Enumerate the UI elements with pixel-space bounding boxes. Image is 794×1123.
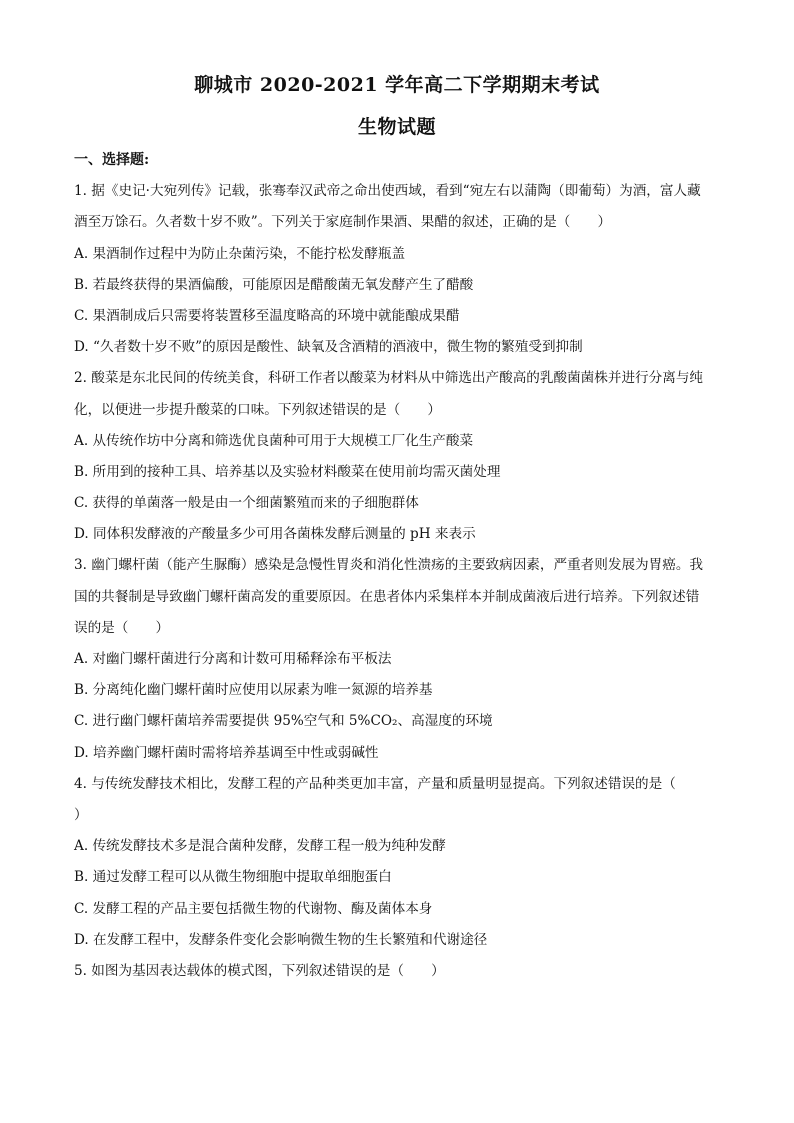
text-line: D. 培养幽门螺杆菌时需将培养基调至中性或弱碱性 (74, 745, 379, 761)
text-line: D. 同体积发酵液的产酸量多少可用各菌株发酵后测量的 pH 来表示 (74, 526, 476, 542)
text-line: A. 果酒制作过程中为防止杂菌污染，不能拧松发酵瓶盖 (74, 246, 406, 262)
exam-subtitle: 生物试题 (357, 116, 436, 138)
text-line: 国的共餐制是导致幽门螺杆菌高发的重要原因。在患者体内采集样本并制成菌液后进行培养。下列叙述错 (74, 589, 700, 605)
exam-title: 聊城市 2020-2021 学年高二下学期期末考试 (194, 74, 600, 96)
text-line: ） (74, 807, 88, 823)
text-line: 酒至万馀石。久者数十岁不败”。下列关于家庭制作果酒、果醋的叙述，正确的是（ ） (74, 214, 612, 230)
text-line: B. 所用到的接种工具、培养基以及实验材料酸菜在使用前均需灭菌处理 (74, 464, 501, 480)
text-line: C. 进行幽门螺杆菌培养需要提供 95%空气和 5%CO₂、高湿度的环境 (74, 713, 493, 729)
text-line: C. 果酒制成后只需要将装置移至温度略高的环境中就能酿成果醋 (74, 308, 460, 324)
text-line: A. 从传统作坊中分离和筛选优良菌种可用于大规模工厂化生产酸菜 (74, 433, 474, 449)
text-line: B. 通过发酵工程可以从微生物细胞中提取单细胞蛋白 (74, 869, 392, 885)
text-line: D. “久者数十岁不败”的原因是酸性、缺氧及含酒精的酒液中，微生物的繁殖受到抑制 (74, 339, 583, 355)
text-line: A. 对幽门螺杆菌进行分离和计数可用稀释涂布平板法 (74, 651, 392, 667)
text-line: B. 若最终获得的果酒偏酸，可能原因是醋酸菌无氧发酵产生了醋酸 (74, 277, 474, 293)
text-line: A. 传统发酵技术多是混合菌种发酵，发酵工程一般为纯种发酵 (74, 838, 446, 854)
text-line: 3. 幽门螺杆菌（能产生脲酶）感染是急慢性胃炎和消化性溃疡的主要致病因素，严重者则发展为胃癌。我 (74, 557, 704, 573)
text-line: 5. 如图为基因表达载体的模式图，下列叙述错误的是（ ） (74, 963, 445, 979)
text-line: 1. 据《史记·大宛列传》记载，张骞奉汉武帝之命出使西域，看到“宛左右以蒲陶（即葡萄）为酒，富人藏 (74, 183, 701, 199)
text-line: D. 在发酵工程中，发酵条件变化会影响微生物的生长繁殖和代谢途径 (74, 932, 488, 948)
text-line: C. 发酵工程的产品主要包括微生物的代谢物、酶及菌体本身 (74, 901, 433, 917)
section-heading: 一、选择题: (74, 152, 150, 168)
text-line: 2. 酸菜是东北民间的传统美食，科研工作者以酸菜为材料从中筛选出产酸高的乳酸菌菌株并进行分离与纯 (74, 370, 704, 386)
text-line: C. 获得的单菌落一般是由一个细菌繁殖而来的子细胞群体 (74, 495, 419, 511)
text-line: 化，以便进一步提升酸菜的口味。下列叙述错误的是（ ） (74, 402, 442, 418)
text-line: B. 分离纯化幽门螺杆菌时应使用以尿素为唯一氮源的培养基 (74, 682, 433, 698)
text-line: 误的是（ ） (74, 620, 170, 636)
text-line: 4. 与传统发酵技术相比，发酵工程的产品种类更加丰富，产量和质量明显提高。下列叙述错误的是（ (74, 776, 676, 792)
